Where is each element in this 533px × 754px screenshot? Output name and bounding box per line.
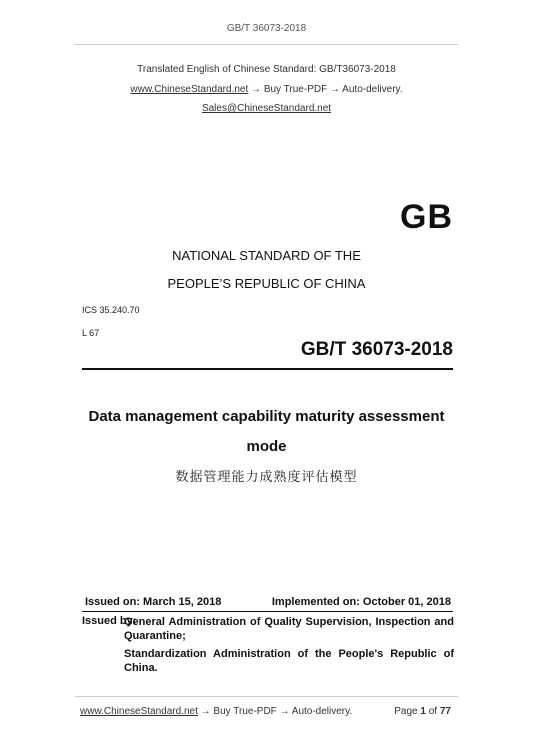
gb-logo: GB (400, 198, 453, 236)
title-en-line2: mode (246, 438, 287, 455)
issued-on: Issued on: March 15, 2018 (85, 596, 222, 608)
national-standard-line1: NATIONAL STANDARD OF THE (172, 248, 361, 263)
title-rule (82, 368, 453, 370)
national-standard-line2: PEOPLE’S REPUBLIC OF CHINA (167, 276, 366, 291)
header-divider (75, 44, 458, 45)
running-header: GB/T 36073-2018 (226, 23, 307, 34)
footer-divider (75, 696, 458, 697)
implemented-on: Implemented on: October 01, 2018 (271, 596, 451, 608)
footer-buy-line (80, 706, 352, 717)
standard-code: GB/T 36073-2018 (300, 339, 453, 360)
total-pages: 77 (439, 706, 451, 717)
page-indicator (394, 706, 451, 717)
dates-rule (82, 611, 453, 612)
ccs-code: L 67 (82, 328, 100, 338)
of-label: of (428, 706, 438, 717)
email-link[interactable]: Sales@ChineseStandard.net (201, 103, 332, 114)
buy-text: → Buy True-PDF → Auto-delivery. (251, 84, 403, 95)
page-label: Page (394, 706, 418, 717)
buy-line (0, 84, 533, 95)
issued-by-label: Issued by: (82, 615, 137, 627)
title-en-line1: Data management capability maturity assessment (88, 408, 445, 425)
issuer-1: General Administration of Quality Supervision, Inspection and Quarantine; (124, 616, 454, 642)
footer-buy-text: → Buy True-PDF → Auto-delivery. (200, 706, 353, 717)
footer-site-link[interactable]: www.ChineseStandard.net (80, 706, 198, 717)
email-line (0, 103, 533, 114)
ics-code: ICS 35.240.70 (82, 305, 140, 315)
site-link[interactable]: www.ChineseStandard.net (130, 84, 249, 95)
title-cn: 数据管理能力成熟度评估模型 (175, 470, 358, 485)
issuer-2: Standardization Administration of the People's Republic of China. (124, 648, 454, 674)
translation-note: Translated English of Chinese Standard: GB/T36073-2018 (137, 64, 396, 75)
page-number: 1 (420, 706, 426, 717)
